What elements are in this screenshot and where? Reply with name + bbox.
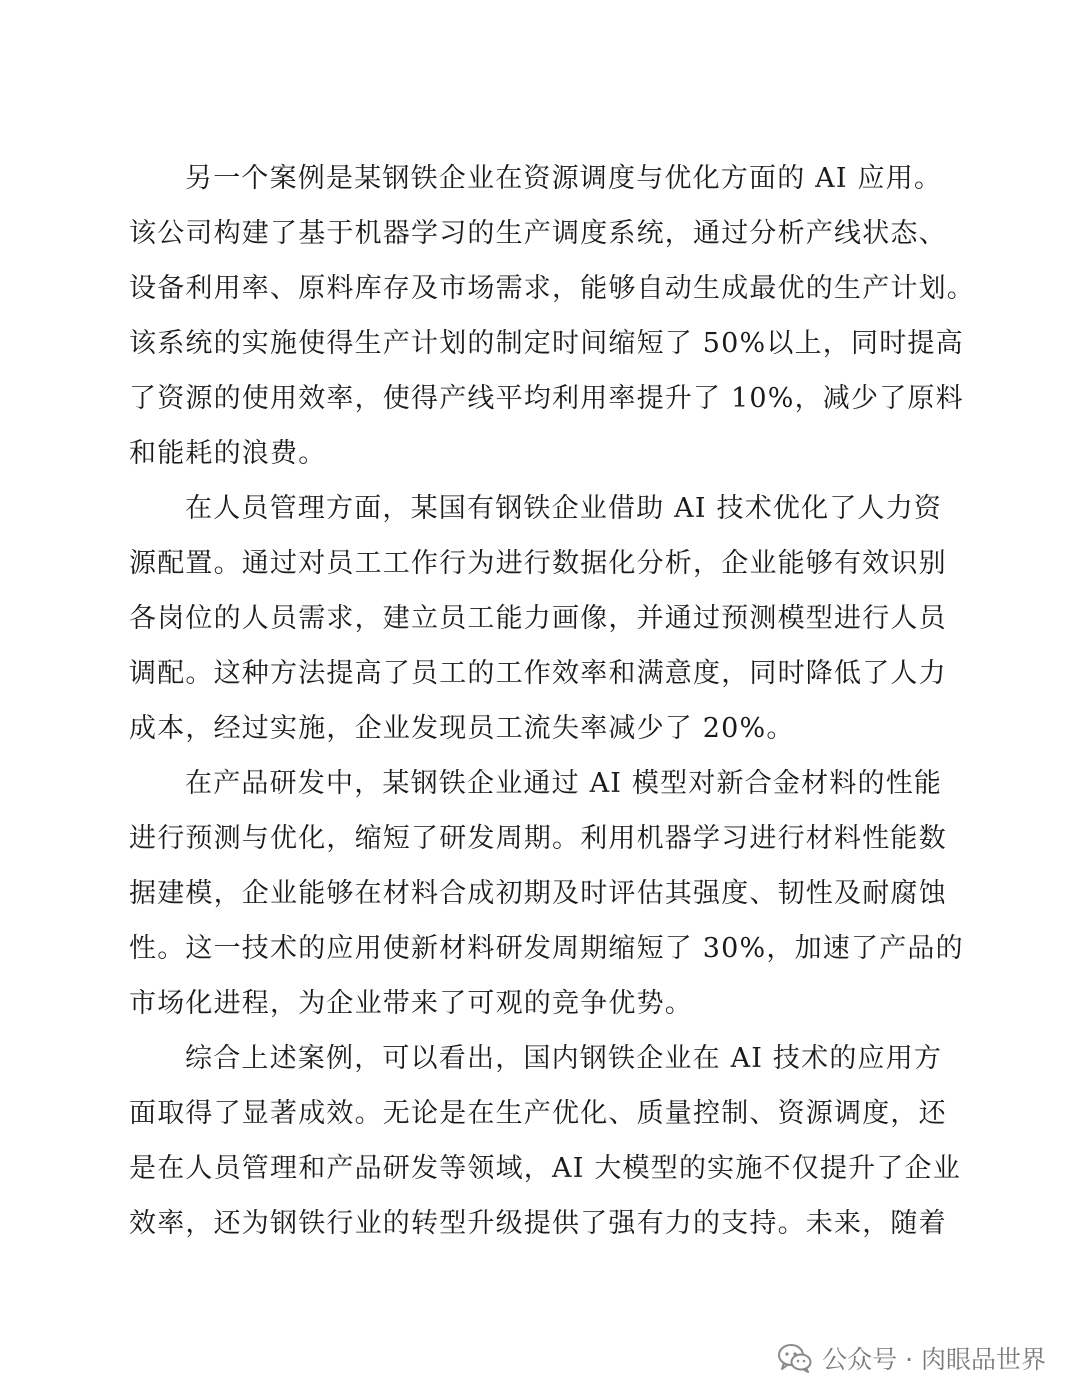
paragraph-line: 据建模，企业能够在材料合成初期及时评估其强度、韧性及耐腐蚀 [129,878,947,909]
paragraph-line: 在人员管理方面，某国有钢铁企业借助 AI 技术优化了人力资 [185,493,943,524]
paragraph-line: 成本，经过实施，企业发现员工流失率减少了 20%。 [129,713,795,744]
paragraph-line: 综合上述案例，可以看出，国内钢铁企业在 AI 技术的应用方 [185,1043,943,1074]
paragraph-line: 在产品研发中，某钢铁企业通过 AI 模型对新合金材料的性能 [185,768,943,799]
paragraph-line: 设备利用率、原料库存及市场需求，能够自动生成最优的生产计划。 [129,273,975,304]
paragraph-line: 另一个案例是某钢铁企业在资源调度与优化方面的 AI 应用。 [185,163,943,194]
paragraph-line: 性。这一技术的应用使新材料研发周期缩短了 30%，加速了产品的 [129,933,964,964]
wechat-icon [778,1343,812,1373]
paragraph-line: 调配。这种方法提高了员工的工作效率和满意度，同时降低了人力 [129,658,947,689]
paragraph-line: 了资源的使用效率，使得产线平均利用率提升了 10%，减少了原料 [129,383,964,414]
paragraph-line: 面取得了显著成效。无论是在生产优化、质量控制、资源调度，还 [129,1098,947,1129]
paragraph-line: 是在人员管理和产品研发等领域，AI 大模型的实施不仅提升了企业 [129,1153,961,1184]
paragraph-line: 各岗位的人员需求，建立员工能力画像，并通过预测模型进行人员 [129,603,947,634]
watermark-text: 公众号 · 肉眼品世界 [822,1345,1046,1374]
paragraph-line: 进行预测与优化，缩短了研发周期。利用机器学习进行材料性能数 [129,823,947,854]
paragraph-line: 该公司构建了基于机器学习的生产调度系统，通过分析产线状态、 [129,218,947,249]
paragraph-line: 效率，还为钢铁行业的转型升级提供了强有力的支持。未来，随着 [129,1208,947,1239]
paragraph-line: 该系统的实施使得生产计划的制定时间缩短了 50%以上，同时提高 [129,328,964,359]
paragraph-line: 和能耗的浪费。 [129,438,327,469]
paragraph-line: 源配置。通过对员工工作行为进行数据化分析，企业能够有效识别 [129,548,947,579]
paragraph-line: 市场化进程，为企业带来了可观的竞争优势。 [129,988,693,1019]
watermark [778,1338,1046,1378]
